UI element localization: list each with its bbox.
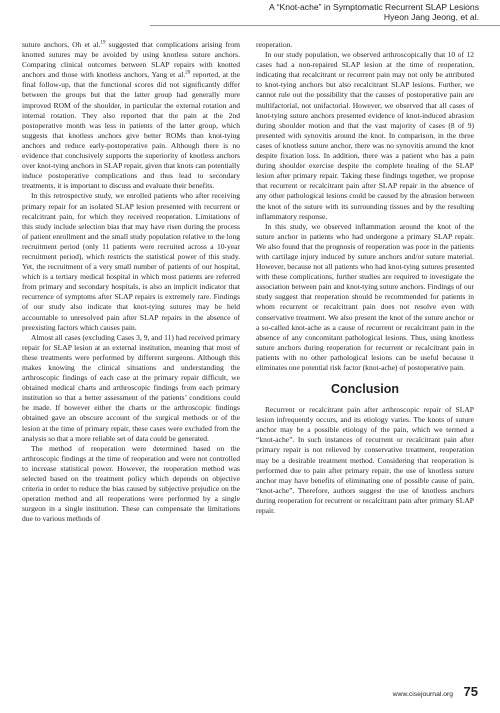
body-paragraph: In this study, we observed inflammation around the knot of the suture anchor in patients who had undergone a primary SLAP repair. We also found that the prognosis of reoperation was poor in the patients with cartilage injury induced by suture anchors and/or suture material. However, because not all patients who had knot-tying sutures presented with these complications, further studies are required to investigate the association between pain and knot-tying suture anchors. Findings of our study suggest that reoperation should be recommended for patients in whom recurrent or recalcitrant pain does not resolve even with conservative treatment. We also present the knot of the suture anchor or a so-called knot-ache as a cause of recurrent or recalcitrant pain in the absence of any concomitant pathological lesions. Thus, using knotless suture anchors during reoperation for recurrent or recalcitrant pain in patients with no other pathological lesions can be useful because it eliminates one potential risk factor (knot-ache) of postoperative pain. <box>256 221 474 372</box>
body-paragraph: In this retrospective study, we enrolled patients who after receiving primary repair for an isolated SLAP lesion presented with recurrent or recalcitrant pain, for which they received reoperation. Limitations of this study include selection bias that may have risen during the process of patient enrollment and the small study population relative to the long recruitment period (only 11 patients were recruited across a 10-year recruitment period), which restricts the statistical power of this study. Yet, the recruitment of a very small number of patients of our hospital, which is a tertiary medical hospital in which most patients are referred from primary and secondary hospitals, is also an implicit indicator that recurrence of symptoms after SLAP repairs is extremely rare. Findings of our study also indicate that knot-tying sutures may be held accountable to unresolved pain after SLAP repairs in the absence of preexisting factors which causes pain. <box>22 191 240 332</box>
body-paragraph: The method of reoperation were determined based on the arthroscopic findings at the time of reoperation and were not controlled to increase statistical power. However, the reoperation method was selected based on the treatment policy which depends on objective criteria in order to reduce the bias caused by subjective prejudice on the operation method and all reoperations were performed by a single surgeon in a single institution. These can compensate the limitations due to various methods of <box>22 443 240 524</box>
page-footer <box>393 683 478 701</box>
running-title: A “Knot-ache” in Symptomatic Recurrent SLAP Lesions <box>268 2 479 12</box>
left-column <box>22 40 240 525</box>
page-number: 75 <box>463 684 478 699</box>
body-paragraph: In our study population, we observed arthroscopically that 10 of 12 cases had a non-repaired SLAP lesion at the time of reoperation, indicating that recalcitrant or recurrent pain may not only be attributed to knot-tying anchors but also recalcitrant SLAP lesions. Further, we cannot rule out the possibility that the causes of postoperative pain are multifactorial, not unifactorial. However, we observed that all cases of knot-tying suture anchors presented evidence of knot-induced abrasion during shoulder motion and that the vast majority of cases (8 of 9) presented with synovitis around the knot. In comparison, in the three cases of knotless suture anchor, there was no synovitis around the knot despite fixation loss. In addition, there was a patient who has a pain during shoulder exercise despite the complete healing of the SLAP lesion after primary repair. Taking these findings together, we propose that recurrent or recalcitrant pain after SLAP repair in the absence of any other pathological lesions could be caused by the abrasion between the knot of the suture with its surrounding tissues and by the resulting inflammatory response. <box>256 50 474 221</box>
section-heading-conclusion: Conclusion <box>330 382 400 397</box>
right-column <box>256 40 474 516</box>
running-header <box>269 2 479 22</box>
body-paragraph: Almost all cases (excluding Cases 3, 9, and 11) had received primary repair for SLAP lesion at an external institution, meaning that most of these treatments were performed by different surgeons. Although this makes knowing the clinical situations and understanding the arthroscopic findings of each case at the primary repair difficult, we obtained medical charts and arthroscopic findings from each primary institution so that a better assessment of the patients’ conditions could be made. If however either the charts or the arthroscopic findings obtained gave an obscure account of the surgical methods or of the lesion at the time of primary repair, these cases were excluded from the analysis so that a more reliable set of data could be generated. <box>22 332 240 443</box>
journal-url[interactable]: www.cisejournal.org <box>392 691 454 698</box>
running-authors: Hyeon Jang Jeong, et al. <box>383 12 479 22</box>
body-paragraph: suture anchors, Oh et al.$^{19}$ suggested that complications arising from knotted sutures may be avoided by using knotless suture anchors. Comparing clinical outcomes between SLAP repairs with knotted anchors and those with knotless anchors, Yang et al.$^{20}$ reported, at the final follow-up, that the functional scores did not significantly differ between the groups but that the latter group had generally more improved ROM of the shoulder, in particular the external rotation and internal rotation. They also reported that the pain at the 2nd postoperative month was less in patients of the latter group, which suggests that knotless anchors give better ROMs than knot-tying anchors and reduce early-postoperative pain. Although there is no evidence that conclusively supports the superiority of knotless anchors over knot-tying anchors in SLAP repair, given that knots can potentially induce postoperative complications and thus lead to secondary treatments, it is important to discuss and evaluate their benefits. <box>22 40 240 191</box>
header-rule <box>150 25 500 26</box>
body-paragraph: reoperation. <box>256 40 293 49</box>
conclusion-paragraph: Recurrent or recalcitrant pain after arthroscopic repair of SLAP lesion infrequently occurs, and its etiology varies. The knots of suture anchor may be a possible etiology of the pain, which we termed a “knot-ache”. In such instances of recurrent or recalcitrant pain after primary repair is not relieved by conservative treatment, reoperation may be a desirable treatment method. Considering that reoperation is performed due to pain after primary repair, the use of knotless suture anchor may have benefits of eliminating one of possible cause of pain, “knot-ache”. Therefore, authors suggest the use of knotless anchors during reoperation for recurrent or recalcitrant pain after primary SLAP repair. <box>256 405 474 516</box>
